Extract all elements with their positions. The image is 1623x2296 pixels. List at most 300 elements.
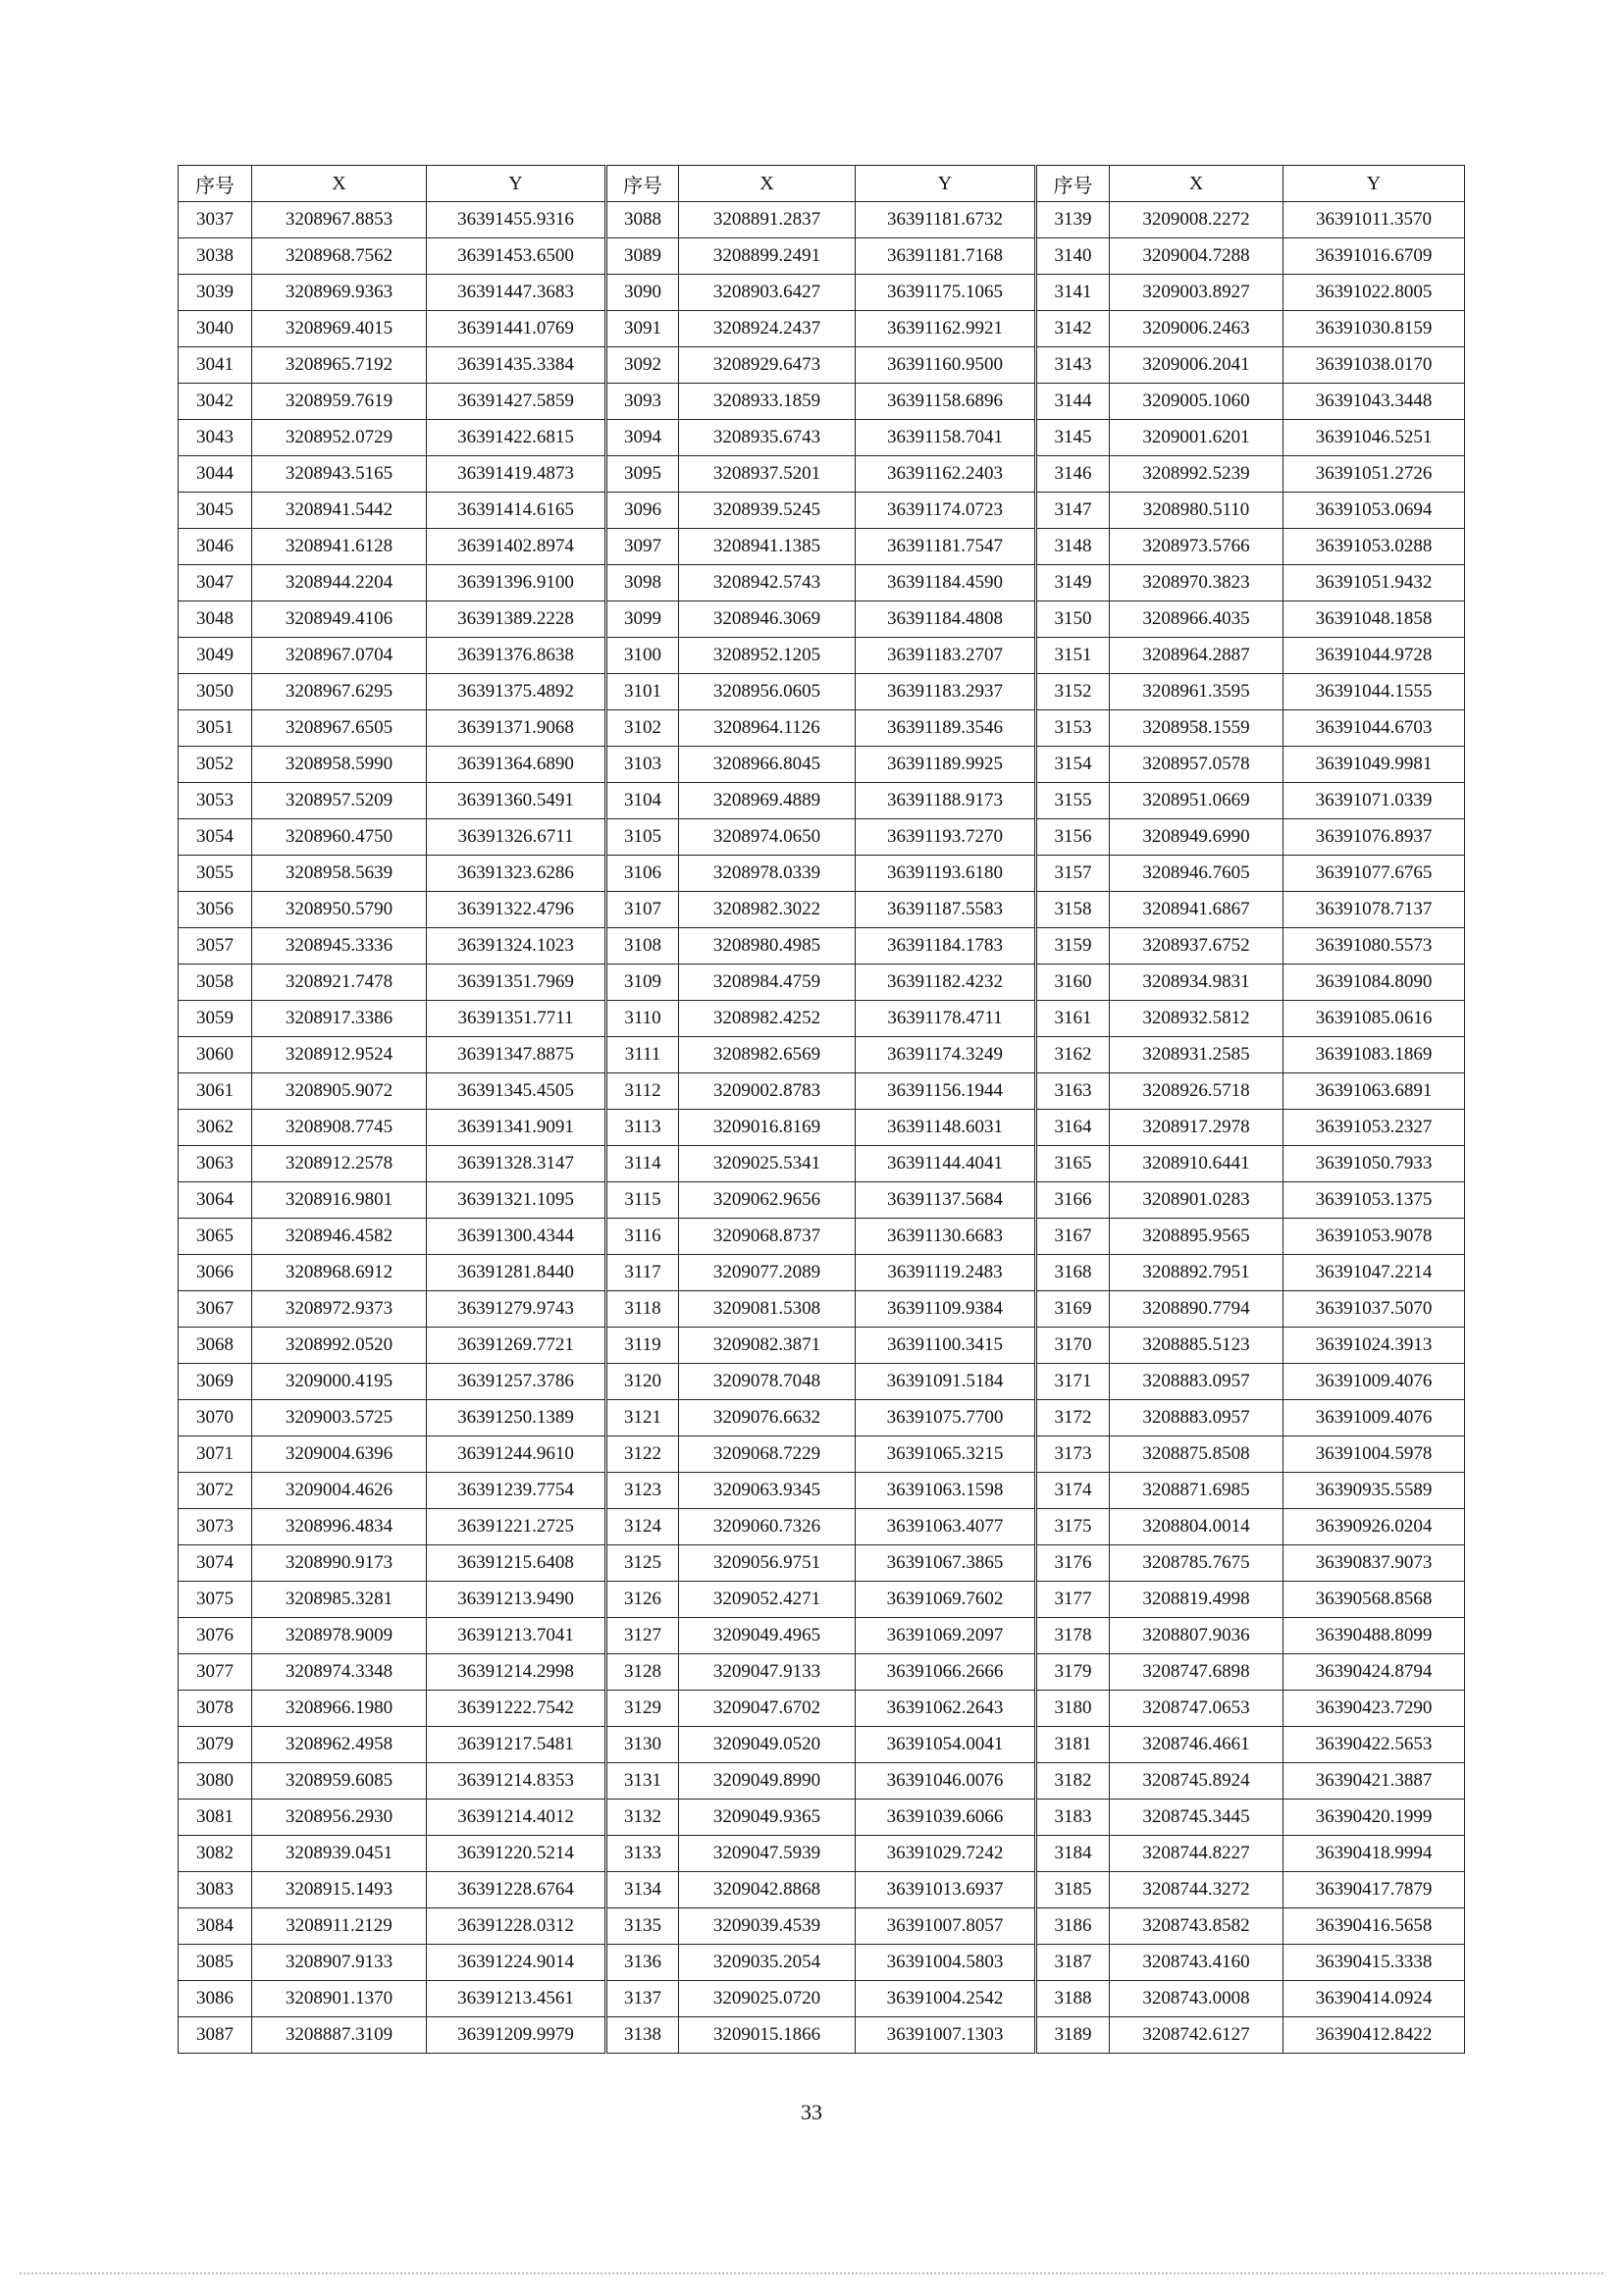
seq-cell: 3039 bbox=[179, 275, 252, 311]
x-cell: 3208985.3281 bbox=[252, 1582, 427, 1618]
seq-cell: 3088 bbox=[606, 202, 679, 238]
y-cell: 36391065.3215 bbox=[856, 1436, 1036, 1473]
x-header: X bbox=[252, 166, 427, 202]
table-row bbox=[179, 1981, 1465, 2017]
y-cell: 36391091.5184 bbox=[856, 1364, 1036, 1400]
y-cell: 36391181.6732 bbox=[856, 202, 1036, 238]
x-cell: 3208966.8045 bbox=[679, 747, 856, 783]
coordinate-table bbox=[178, 165, 1465, 2054]
seq-cell: 3089 bbox=[606, 238, 679, 275]
x-cell: 3208962.4958 bbox=[252, 1727, 427, 1763]
x-cell: 3208907.9133 bbox=[252, 1945, 427, 1981]
seq-cell: 3121 bbox=[606, 1400, 679, 1436]
y-cell: 36391119.2483 bbox=[856, 1255, 1036, 1291]
seq-cell: 3068 bbox=[179, 1328, 252, 1364]
y-cell: 36391144.4041 bbox=[856, 1146, 1036, 1182]
table-row bbox=[179, 1691, 1465, 1727]
y-cell: 36391214.2998 bbox=[427, 1654, 606, 1691]
y-cell: 36391078.7137 bbox=[1283, 892, 1465, 928]
y-cell: 36391189.3546 bbox=[856, 710, 1036, 747]
table-row bbox=[179, 1727, 1465, 1763]
x-cell: 3208992.0520 bbox=[252, 1328, 427, 1364]
seq-cell: 3131 bbox=[606, 1763, 679, 1800]
table-row bbox=[179, 1146, 1465, 1182]
seq-cell: 3090 bbox=[606, 275, 679, 311]
seq-cell: 3074 bbox=[179, 1545, 252, 1582]
seq-cell: 3087 bbox=[179, 2017, 252, 2054]
y-cell: 36391011.3570 bbox=[1283, 202, 1465, 238]
x-cell: 3208960.4750 bbox=[252, 819, 427, 856]
table-row bbox=[179, 238, 1465, 275]
table-row bbox=[179, 747, 1465, 783]
seq-cell: 3065 bbox=[179, 1219, 252, 1255]
table-row bbox=[179, 638, 1465, 674]
seq-cell: 3132 bbox=[606, 1800, 679, 1836]
x-cell: 3208883.0957 bbox=[1110, 1364, 1283, 1400]
y-cell: 36390926.0204 bbox=[1283, 1509, 1465, 1545]
seq-cell: 3187 bbox=[1036, 1945, 1110, 1981]
seq-cell: 3075 bbox=[179, 1582, 252, 1618]
x-cell: 3209016.8169 bbox=[679, 1110, 856, 1146]
seq-cell: 3156 bbox=[1036, 819, 1110, 856]
x-cell: 3209056.9751 bbox=[679, 1545, 856, 1582]
x-cell: 3208911.2129 bbox=[252, 1908, 427, 1945]
seq-cell: 3160 bbox=[1036, 965, 1110, 1001]
y-cell: 36391209.9979 bbox=[427, 2017, 606, 2054]
table-row bbox=[179, 783, 1465, 819]
y-cell: 36391269.7721 bbox=[427, 1328, 606, 1364]
y-cell: 36390418.9994 bbox=[1283, 1836, 1465, 1872]
seq-cell: 3042 bbox=[179, 384, 252, 420]
y-cell: 36391375.4892 bbox=[427, 674, 606, 710]
x-cell: 3208968.6912 bbox=[252, 1255, 427, 1291]
seq-cell: 3052 bbox=[179, 747, 252, 783]
x-cell: 3208959.6085 bbox=[252, 1763, 427, 1800]
y-cell: 36391250.1389 bbox=[427, 1400, 606, 1436]
y-cell: 36391158.7041 bbox=[856, 420, 1036, 456]
table-row bbox=[179, 565, 1465, 601]
x-cell: 3208969.9363 bbox=[252, 275, 427, 311]
seq-cell: 3173 bbox=[1036, 1436, 1110, 1473]
x-cell: 3208924.2437 bbox=[679, 311, 856, 347]
y-cell: 36391067.3865 bbox=[856, 1545, 1036, 1582]
y-cell: 36391184.4808 bbox=[856, 601, 1036, 638]
x-cell: 3208926.5718 bbox=[1110, 1073, 1283, 1110]
y-cell: 36391004.5803 bbox=[856, 1945, 1036, 1981]
x-cell: 3208967.6505 bbox=[252, 710, 427, 747]
y-cell: 36391322.4796 bbox=[427, 892, 606, 928]
y-cell: 36390415.3338 bbox=[1283, 1945, 1465, 1981]
y-cell: 36390935.5589 bbox=[1283, 1473, 1465, 1509]
y-cell: 36391013.6937 bbox=[856, 1872, 1036, 1908]
seq-cell: 3092 bbox=[606, 347, 679, 384]
y-cell: 36391029.7242 bbox=[856, 1836, 1036, 1872]
y-cell: 36390412.8422 bbox=[1283, 2017, 1465, 2054]
table-row bbox=[179, 819, 1465, 856]
y-cell: 36391181.7547 bbox=[856, 529, 1036, 565]
x-cell: 3208967.0704 bbox=[252, 638, 427, 674]
x-cell: 3208746.4661 bbox=[1110, 1727, 1283, 1763]
y-cell: 36391046.0076 bbox=[856, 1763, 1036, 1800]
seq-cell: 3133 bbox=[606, 1836, 679, 1872]
seq-cell: 3130 bbox=[606, 1727, 679, 1763]
x-cell: 3208964.1126 bbox=[679, 710, 856, 747]
y-cell: 36391257.3786 bbox=[427, 1364, 606, 1400]
table-row bbox=[179, 674, 1465, 710]
seq-cell: 3146 bbox=[1036, 456, 1110, 493]
y-cell: 36391085.0616 bbox=[1283, 1001, 1465, 1037]
y-cell: 36391217.5481 bbox=[427, 1727, 606, 1763]
seq-cell: 3046 bbox=[179, 529, 252, 565]
seq-cell: 3096 bbox=[606, 493, 679, 529]
seq-cell: 3168 bbox=[1036, 1255, 1110, 1291]
table-row bbox=[179, 1800, 1465, 1836]
x-cell: 3209078.7048 bbox=[679, 1364, 856, 1400]
y-cell: 36391156.1944 bbox=[856, 1073, 1036, 1110]
seq-header: 序号 bbox=[1036, 166, 1110, 202]
seq-cell: 3139 bbox=[1036, 202, 1110, 238]
x-cell: 3208949.4106 bbox=[252, 601, 427, 638]
table-row bbox=[179, 965, 1465, 1001]
y-header: Y bbox=[427, 166, 606, 202]
x-cell: 3208905.9072 bbox=[252, 1073, 427, 1110]
seq-cell: 3091 bbox=[606, 311, 679, 347]
table-header-row bbox=[179, 166, 1465, 202]
seq-cell: 3127 bbox=[606, 1618, 679, 1654]
bottom-divider bbox=[20, 2272, 1603, 2274]
y-cell: 36390416.5658 bbox=[1283, 1908, 1465, 1945]
x-cell: 3209042.8868 bbox=[679, 1872, 856, 1908]
seq-cell: 3076 bbox=[179, 1618, 252, 1654]
seq-cell: 3182 bbox=[1036, 1763, 1110, 1800]
y-cell: 36391326.6711 bbox=[427, 819, 606, 856]
seq-cell: 3094 bbox=[606, 420, 679, 456]
x-cell: 3209004.6396 bbox=[252, 1436, 427, 1473]
x-cell: 3208744.8227 bbox=[1110, 1836, 1283, 1872]
seq-cell: 3128 bbox=[606, 1654, 679, 1691]
x-cell: 3209004.7288 bbox=[1110, 238, 1283, 275]
seq-cell: 3056 bbox=[179, 892, 252, 928]
seq-cell: 3153 bbox=[1036, 710, 1110, 747]
y-cell: 36390414.0924 bbox=[1283, 1981, 1465, 2017]
x-cell: 3208887.3109 bbox=[252, 2017, 427, 2054]
x-cell: 3209001.6201 bbox=[1110, 420, 1283, 456]
y-cell: 36391184.1783 bbox=[856, 928, 1036, 965]
table-body bbox=[179, 202, 1465, 2054]
table-row bbox=[179, 710, 1465, 747]
table-row bbox=[179, 347, 1465, 384]
x-cell: 3208785.7675 bbox=[1110, 1545, 1283, 1582]
seq-cell: 3110 bbox=[606, 1001, 679, 1037]
y-cell: 36391071.0339 bbox=[1283, 783, 1465, 819]
seq-cell: 3174 bbox=[1036, 1473, 1110, 1509]
x-cell: 3209047.5939 bbox=[679, 1836, 856, 1872]
x-cell: 3208908.7745 bbox=[252, 1110, 427, 1146]
seq-cell: 3151 bbox=[1036, 638, 1110, 674]
seq-cell: 3107 bbox=[606, 892, 679, 928]
seq-cell: 3047 bbox=[179, 565, 252, 601]
table-row bbox=[179, 1400, 1465, 1436]
y-cell: 36391221.2725 bbox=[427, 1509, 606, 1545]
y-cell: 36391075.7700 bbox=[856, 1400, 1036, 1436]
table-row bbox=[179, 1908, 1465, 1945]
y-cell: 36391175.1065 bbox=[856, 275, 1036, 311]
seq-cell: 3176 bbox=[1036, 1545, 1110, 1582]
y-cell: 36391224.9014 bbox=[427, 1945, 606, 1981]
seq-cell: 3177 bbox=[1036, 1582, 1110, 1618]
y-cell: 36391402.8974 bbox=[427, 529, 606, 565]
seq-cell: 3082 bbox=[179, 1836, 252, 1872]
seq-cell: 3148 bbox=[1036, 529, 1110, 565]
seq-cell: 3137 bbox=[606, 1981, 679, 2017]
x-cell: 3208929.6473 bbox=[679, 347, 856, 384]
y-cell: 36391193.6180 bbox=[856, 856, 1036, 892]
x-cell: 3208747.0653 bbox=[1110, 1691, 1283, 1727]
x-cell: 3208942.5743 bbox=[679, 565, 856, 601]
x-cell: 3208912.2578 bbox=[252, 1146, 427, 1182]
x-cell: 3209081.5308 bbox=[679, 1291, 856, 1328]
table-row bbox=[179, 275, 1465, 311]
seq-cell: 3166 bbox=[1036, 1182, 1110, 1219]
x-cell: 3209047.6702 bbox=[679, 1691, 856, 1727]
y-cell: 36391189.9925 bbox=[856, 747, 1036, 783]
y-cell: 36391220.5214 bbox=[427, 1836, 606, 1872]
x-cell: 3209006.2463 bbox=[1110, 311, 1283, 347]
x-cell: 3208959.7619 bbox=[252, 384, 427, 420]
y-cell: 36391063.1598 bbox=[856, 1473, 1036, 1509]
seq-cell: 3051 bbox=[179, 710, 252, 747]
y-cell: 36391214.4012 bbox=[427, 1800, 606, 1836]
x-cell: 3208984.4759 bbox=[679, 965, 856, 1001]
x-cell: 3208974.3348 bbox=[252, 1654, 427, 1691]
seq-cell: 3147 bbox=[1036, 493, 1110, 529]
seq-cell: 3077 bbox=[179, 1654, 252, 1691]
seq-cell: 3145 bbox=[1036, 420, 1110, 456]
x-cell: 3209068.8737 bbox=[679, 1219, 856, 1255]
seq-cell: 3179 bbox=[1036, 1654, 1110, 1691]
y-cell: 36391447.3683 bbox=[427, 275, 606, 311]
seq-cell: 3105 bbox=[606, 819, 679, 856]
seq-cell: 3112 bbox=[606, 1073, 679, 1110]
table-row bbox=[179, 1654, 1465, 1691]
y-cell: 36391162.2403 bbox=[856, 456, 1036, 493]
y-cell: 36391360.5491 bbox=[427, 783, 606, 819]
seq-cell: 3062 bbox=[179, 1110, 252, 1146]
x-cell: 3209005.1060 bbox=[1110, 384, 1283, 420]
seq-cell: 3129 bbox=[606, 1691, 679, 1727]
y-cell: 36391328.3147 bbox=[427, 1146, 606, 1182]
seq-cell: 3080 bbox=[179, 1763, 252, 1800]
x-cell: 3208804.0014 bbox=[1110, 1509, 1283, 1545]
x-cell: 3208871.6985 bbox=[1110, 1473, 1283, 1509]
seq-cell: 3093 bbox=[606, 384, 679, 420]
seq-cell: 3167 bbox=[1036, 1219, 1110, 1255]
y-cell: 36391022.8005 bbox=[1283, 275, 1465, 311]
x-cell: 3208946.4582 bbox=[252, 1219, 427, 1255]
x-cell: 3208883.0957 bbox=[1110, 1400, 1283, 1436]
y-cell: 36390422.5653 bbox=[1283, 1727, 1465, 1763]
seq-cell: 3041 bbox=[179, 347, 252, 384]
x-cell: 3209062.9656 bbox=[679, 1182, 856, 1219]
seq-cell: 3116 bbox=[606, 1219, 679, 1255]
y-cell: 36391049.9981 bbox=[1283, 747, 1465, 783]
x-cell: 3208899.2491 bbox=[679, 238, 856, 275]
seq-cell: 3104 bbox=[606, 783, 679, 819]
page-number: 33 bbox=[801, 2100, 822, 2124]
y-cell: 36391069.2097 bbox=[856, 1618, 1036, 1654]
seq-cell: 3095 bbox=[606, 456, 679, 493]
seq-cell: 3106 bbox=[606, 856, 679, 892]
x-cell: 3208958.1559 bbox=[1110, 710, 1283, 747]
table-row bbox=[179, 384, 1465, 420]
x-cell: 3208978.0339 bbox=[679, 856, 856, 892]
seq-cell: 3124 bbox=[606, 1509, 679, 1545]
table-row bbox=[179, 1582, 1465, 1618]
x-cell: 3208964.2887 bbox=[1110, 638, 1283, 674]
x-cell: 3208943.5165 bbox=[252, 456, 427, 493]
table-row bbox=[179, 1436, 1465, 1473]
seq-cell: 3114 bbox=[606, 1146, 679, 1182]
y-cell: 36391038.0170 bbox=[1283, 347, 1465, 384]
seq-cell: 3150 bbox=[1036, 601, 1110, 638]
table-row bbox=[179, 1291, 1465, 1328]
seq-cell: 3140 bbox=[1036, 238, 1110, 275]
seq-cell: 3097 bbox=[606, 529, 679, 565]
seq-cell: 3100 bbox=[606, 638, 679, 674]
y-cell: 36391419.4873 bbox=[427, 456, 606, 493]
y-cell: 36391046.5251 bbox=[1283, 420, 1465, 456]
y-cell: 36391063.4077 bbox=[856, 1509, 1036, 1545]
x-cell: 3208910.6441 bbox=[1110, 1146, 1283, 1182]
y-cell: 36391193.7270 bbox=[856, 819, 1036, 856]
x-cell: 3208946.3069 bbox=[679, 601, 856, 638]
x-cell: 3208965.7192 bbox=[252, 347, 427, 384]
seq-cell: 3181 bbox=[1036, 1727, 1110, 1763]
x-cell: 3208978.9009 bbox=[252, 1618, 427, 1654]
x-cell: 3208915.1493 bbox=[252, 1872, 427, 1908]
seq-cell: 3152 bbox=[1036, 674, 1110, 710]
x-cell: 3209025.0720 bbox=[679, 1981, 856, 2017]
y-cell: 36391047.2214 bbox=[1283, 1255, 1465, 1291]
x-cell: 3208949.6990 bbox=[1110, 819, 1283, 856]
seq-cell: 3079 bbox=[179, 1727, 252, 1763]
y-cell: 36391007.8057 bbox=[856, 1908, 1036, 1945]
y-cell: 36391048.1858 bbox=[1283, 601, 1465, 638]
table-row bbox=[179, 1545, 1465, 1582]
y-cell: 36391039.6066 bbox=[856, 1800, 1036, 1836]
table-row bbox=[179, 1509, 1465, 1545]
y-cell: 36391178.4711 bbox=[856, 1001, 1036, 1037]
seq-cell: 3063 bbox=[179, 1146, 252, 1182]
x-cell: 3208892.7951 bbox=[1110, 1255, 1283, 1291]
seq-cell: 3123 bbox=[606, 1473, 679, 1509]
seq-cell: 3175 bbox=[1036, 1509, 1110, 1545]
y-cell: 36391080.5573 bbox=[1283, 928, 1465, 965]
seq-cell: 3143 bbox=[1036, 347, 1110, 384]
seq-cell: 3057 bbox=[179, 928, 252, 965]
x-cell: 3208956.2930 bbox=[252, 1800, 427, 1836]
table-row bbox=[179, 1836, 1465, 1872]
seq-cell: 3049 bbox=[179, 638, 252, 674]
y-cell: 36391053.2327 bbox=[1283, 1110, 1465, 1146]
x-cell: 3208974.0650 bbox=[679, 819, 856, 856]
seq-cell: 3120 bbox=[606, 1364, 679, 1400]
x-cell: 3209035.2054 bbox=[679, 1945, 856, 1981]
seq-cell: 3040 bbox=[179, 311, 252, 347]
x-cell: 3208952.1205 bbox=[679, 638, 856, 674]
x-cell: 3208956.0605 bbox=[679, 674, 856, 710]
x-cell: 3208747.6898 bbox=[1110, 1654, 1283, 1691]
y-cell: 36391324.1023 bbox=[427, 928, 606, 965]
y-cell: 36390837.9073 bbox=[1283, 1545, 1465, 1582]
y-cell: 36390488.8099 bbox=[1283, 1618, 1465, 1654]
y-cell: 36391427.5859 bbox=[427, 384, 606, 420]
x-cell: 3209052.4271 bbox=[679, 1582, 856, 1618]
y-cell: 36391054.0041 bbox=[856, 1727, 1036, 1763]
y-cell: 36391083.1869 bbox=[1283, 1037, 1465, 1073]
x-cell: 3209015.1866 bbox=[679, 2017, 856, 2054]
seq-cell: 3045 bbox=[179, 493, 252, 529]
x-cell: 3208973.5766 bbox=[1110, 529, 1283, 565]
seq-cell: 3070 bbox=[179, 1400, 252, 1436]
seq-cell: 3072 bbox=[179, 1473, 252, 1509]
x-header: X bbox=[1110, 166, 1283, 202]
y-cell: 36391213.9490 bbox=[427, 1582, 606, 1618]
x-cell: 3208890.7794 bbox=[1110, 1291, 1283, 1328]
x-cell: 3208931.2585 bbox=[1110, 1037, 1283, 1073]
seq-cell: 3169 bbox=[1036, 1291, 1110, 1328]
y-cell: 36391100.3415 bbox=[856, 1328, 1036, 1364]
seq-cell: 3162 bbox=[1036, 1037, 1110, 1073]
seq-cell: 3060 bbox=[179, 1037, 252, 1073]
seq-cell: 3084 bbox=[179, 1908, 252, 1945]
x-cell: 3208958.5990 bbox=[252, 747, 427, 783]
seq-cell: 3083 bbox=[179, 1872, 252, 1908]
y-cell: 36391351.7711 bbox=[427, 1001, 606, 1037]
y-cell: 36391044.9728 bbox=[1283, 638, 1465, 674]
table-row bbox=[179, 1255, 1465, 1291]
x-cell: 3208933.1859 bbox=[679, 384, 856, 420]
y-cell: 36391300.4344 bbox=[427, 1219, 606, 1255]
seq-cell: 3066 bbox=[179, 1255, 252, 1291]
seq-cell: 3188 bbox=[1036, 1981, 1110, 2017]
y-cell: 36391160.9500 bbox=[856, 347, 1036, 384]
seq-cell: 3064 bbox=[179, 1182, 252, 1219]
x-cell: 3208895.9565 bbox=[1110, 1219, 1283, 1255]
seq-cell: 3059 bbox=[179, 1001, 252, 1037]
seq-cell: 3184 bbox=[1036, 1836, 1110, 1872]
seq-cell: 3183 bbox=[1036, 1800, 1110, 1836]
x-cell: 3208743.0008 bbox=[1110, 1981, 1283, 2017]
x-cell: 3208996.4834 bbox=[252, 1509, 427, 1545]
x-cell: 3209049.0520 bbox=[679, 1727, 856, 1763]
x-cell: 3209008.2272 bbox=[1110, 202, 1283, 238]
y-cell: 36391053.0694 bbox=[1283, 493, 1465, 529]
x-cell: 3208903.6427 bbox=[679, 275, 856, 311]
y-cell: 36391364.6890 bbox=[427, 747, 606, 783]
seq-cell: 3149 bbox=[1036, 565, 1110, 601]
table-row bbox=[179, 1219, 1465, 1255]
y-cell: 36391007.1303 bbox=[856, 2017, 1036, 2054]
table-row bbox=[179, 1763, 1465, 1800]
x-cell: 3209006.2041 bbox=[1110, 347, 1283, 384]
seq-cell: 3161 bbox=[1036, 1001, 1110, 1037]
seq-cell: 3159 bbox=[1036, 928, 1110, 965]
seq-cell: 3135 bbox=[606, 1908, 679, 1945]
x-cell: 3209000.4195 bbox=[252, 1364, 427, 1400]
y-cell: 36391182.4232 bbox=[856, 965, 1036, 1001]
x-cell: 3208916.9801 bbox=[252, 1182, 427, 1219]
